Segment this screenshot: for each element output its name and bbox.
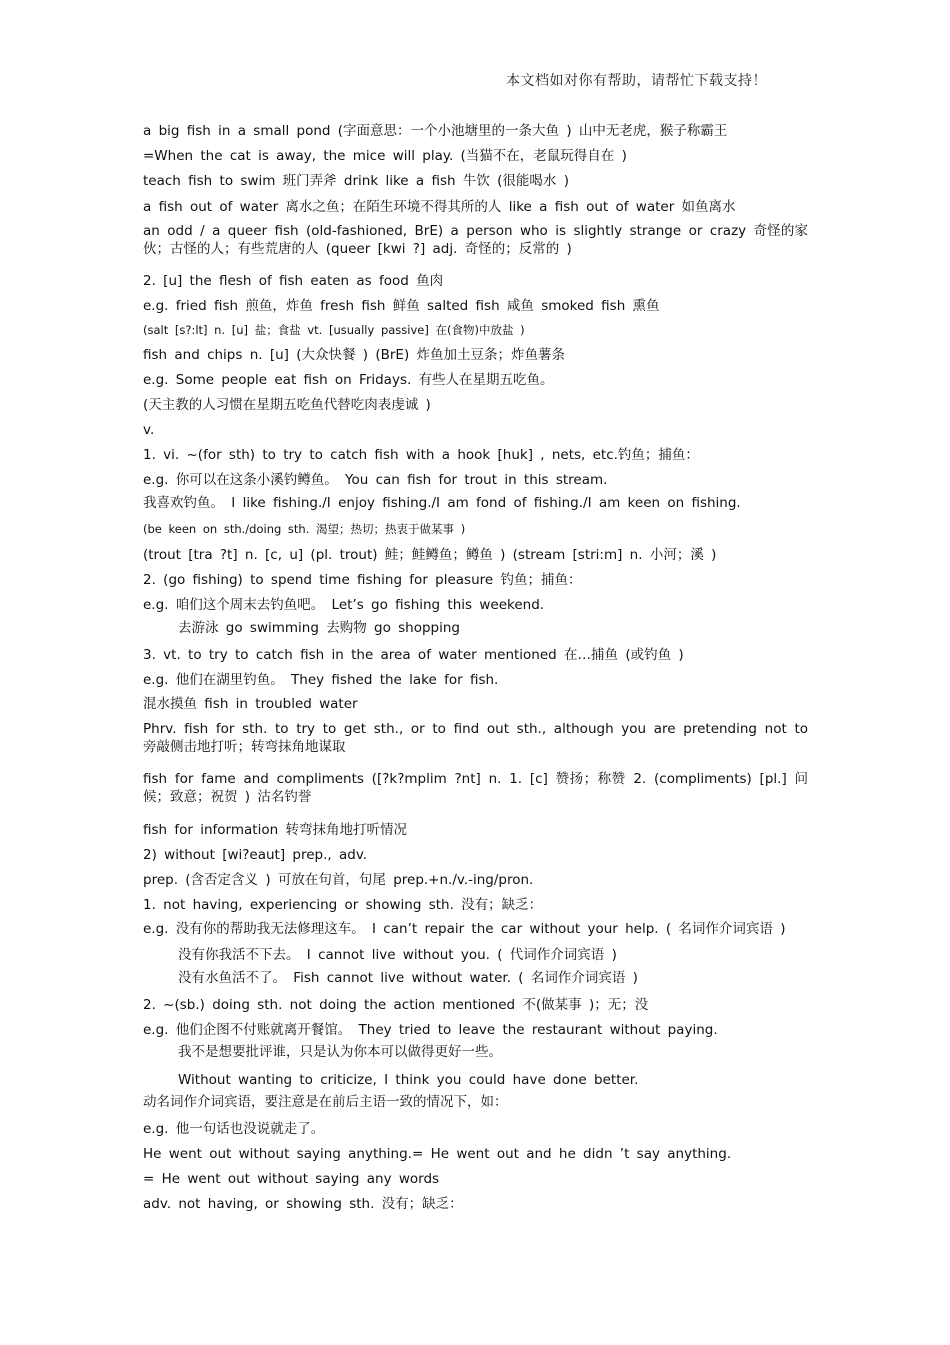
text-line: = He went out without saying any words [143,1171,440,1187]
text-line: e.g. 他们在湖里钓鱼。 They fished the lake for fish. [143,672,499,688]
text-line: (salt [s?:lt] n. [u] 盐；食盐 vt. [usually passive] 在(食物)中放盐 ) [143,323,525,337]
text-line: e.g. 他们企图不付账就离开餐馆。 They tried to leave the restaurant without paying. [143,1022,718,1038]
text-line: 我不是想要批评谁，只是认为你本可以做得更好一些。 [178,1044,502,1060]
text-line: a big fish in a small pond (字面意思：一个小池塘里的一条大鱼 ) 山中无老虎，猴子称霸王 [143,123,728,139]
text-line: Without wanting to criticize, I think you could have done better. [178,1072,639,1088]
text-line: fish and chips n. [u] (大众快餐 ) (BrE) 炸鱼加土豆条；炸鱼薯条 [143,347,565,363]
text-line: e.g. 你可以在这条小溪钓鳟鱼。 You can fish for trout in this stream. [143,472,608,488]
text-line: 没有你我活不下去。 I cannot live without you. ( 代词作介词宾语 ) [178,947,617,963]
text-line: a fish out of water 离水之鱼；在陌生环境不得其所的人 like a fish out of water 如鱼离水 [143,199,736,215]
text-line: fish for information 转弯抹角地打听情况 [143,822,407,838]
text-line: 2. ~(sb.) doing sth. not doing the action mentioned 不(做某事 )；无；没 [143,997,649,1013]
text-line: (trout [tra ?t] n. [c, u] (pl. trout) 鲑；鲑鳟鱼；鳟鱼 ) (stream [stri:m] n. 小河；溪 ) [143,547,717,563]
text-line: prep. (含否定含义 ) 可放在句首，句尾 prep.+n./v.-ing/pron. [143,872,534,888]
page-header-note: 本文档如对你有帮助，请帮忙下载支持！ [506,73,767,89]
text-line: 2) without [wi?eaut] prep., adv. [143,847,368,863]
text-line: e.g. Some people eat fish on Fridays. 有些人在星期五吃鱼。 [143,372,554,388]
text-line: 2. (go fishing) to spend time fishing for pleasure 钓鱼；捕鱼： [143,572,582,588]
text-line: adv. not having, or showing sth. 没有；缺乏： [143,1196,463,1212]
text-line: 1. vi. ~(for sth) to try to catch fish with a hook [huk] , nets, etc.钓鱼；捕鱼： [143,447,699,463]
text-line: teach fish to swim 班门弄斧 drink like a fish 牛饮 (很能喝水 ) [143,173,569,189]
text-line: 动名词作介词宾语，要注意是在前后主语一致的情况下，如： [143,1094,508,1110]
text-line: e.g. 咱们这个周末去钓鱼吧。 Let’s go fishing this weekend. [143,597,545,613]
text-line: fish for fame and compliments ([?k?mplim ?nt] n. 1. [c] 赞扬；称赞 2. (compliments) [pl.] 问候；致意；祝贺 ) 沽名钓誉 [143,771,808,805]
text-line: e.g. 他一句话也没说就走了。 [143,1121,325,1137]
text-line: Phrv. fish for sth. to try to get sth., or to find out sth., although you are pretending not to 旁敲侧击地打听；转弯抹角地谋取 [143,721,808,755]
text-line: 混水摸鱼 fish in troubled water [143,696,358,712]
text-line: v. [143,422,155,438]
text-line: (be keen on sth./doing sth. 渴望；热切；热衷于做某事 ) [143,522,466,536]
text-line: e.g. fried fish 煎鱼，炸鱼 fresh fish 鲜鱼 salted fish 咸鱼 smoked fish 熏鱼 [143,298,660,314]
text-line: =When the cat is away, the mice will play. (当猫不在，老鼠玩得自在 ) [143,148,627,164]
text-line: (天主教的人习惯在星期五吃鱼代替吃肉表虔诚 ) [143,397,431,413]
text-line: 2. [u] the flesh of fish eaten as food 鱼肉 [143,273,444,289]
text-line: e.g. 没有你的帮助我无法修理这车。 I can’t repair the car without your help. ( 名词作介词宾语 ) [143,921,786,937]
text-line: 1. not having, experiencing or showing sth. 没有；缺乏： [143,897,543,913]
text-line: He went out without saying anything.= He went out and he didn ’t say anything. [143,1146,732,1162]
text-line: 没有水鱼活不了。 Fish cannot live without water. ( 名词作介词宾语 ) [178,970,638,986]
text-line: 我喜欢钓鱼。 I like fishing./I enjoy fishing./I am fond of fishing./I am keen on fishing. [143,495,741,511]
text-line: an odd / a queer fish (old-fashioned, BrE) a person who is slightly strange or crazy 奇怪的家伙；古怪的人；有些荒唐的人 (queer [kwi ?] adj. 奇怪的；反常的 ) [143,223,808,257]
text-line: 3. vt. to try to catch fish in the area of water mentioned 在…捕鱼 (或钓鱼 ) [143,647,684,663]
text-line: 去游泳 go swimming 去购物 go shopping [178,620,460,636]
